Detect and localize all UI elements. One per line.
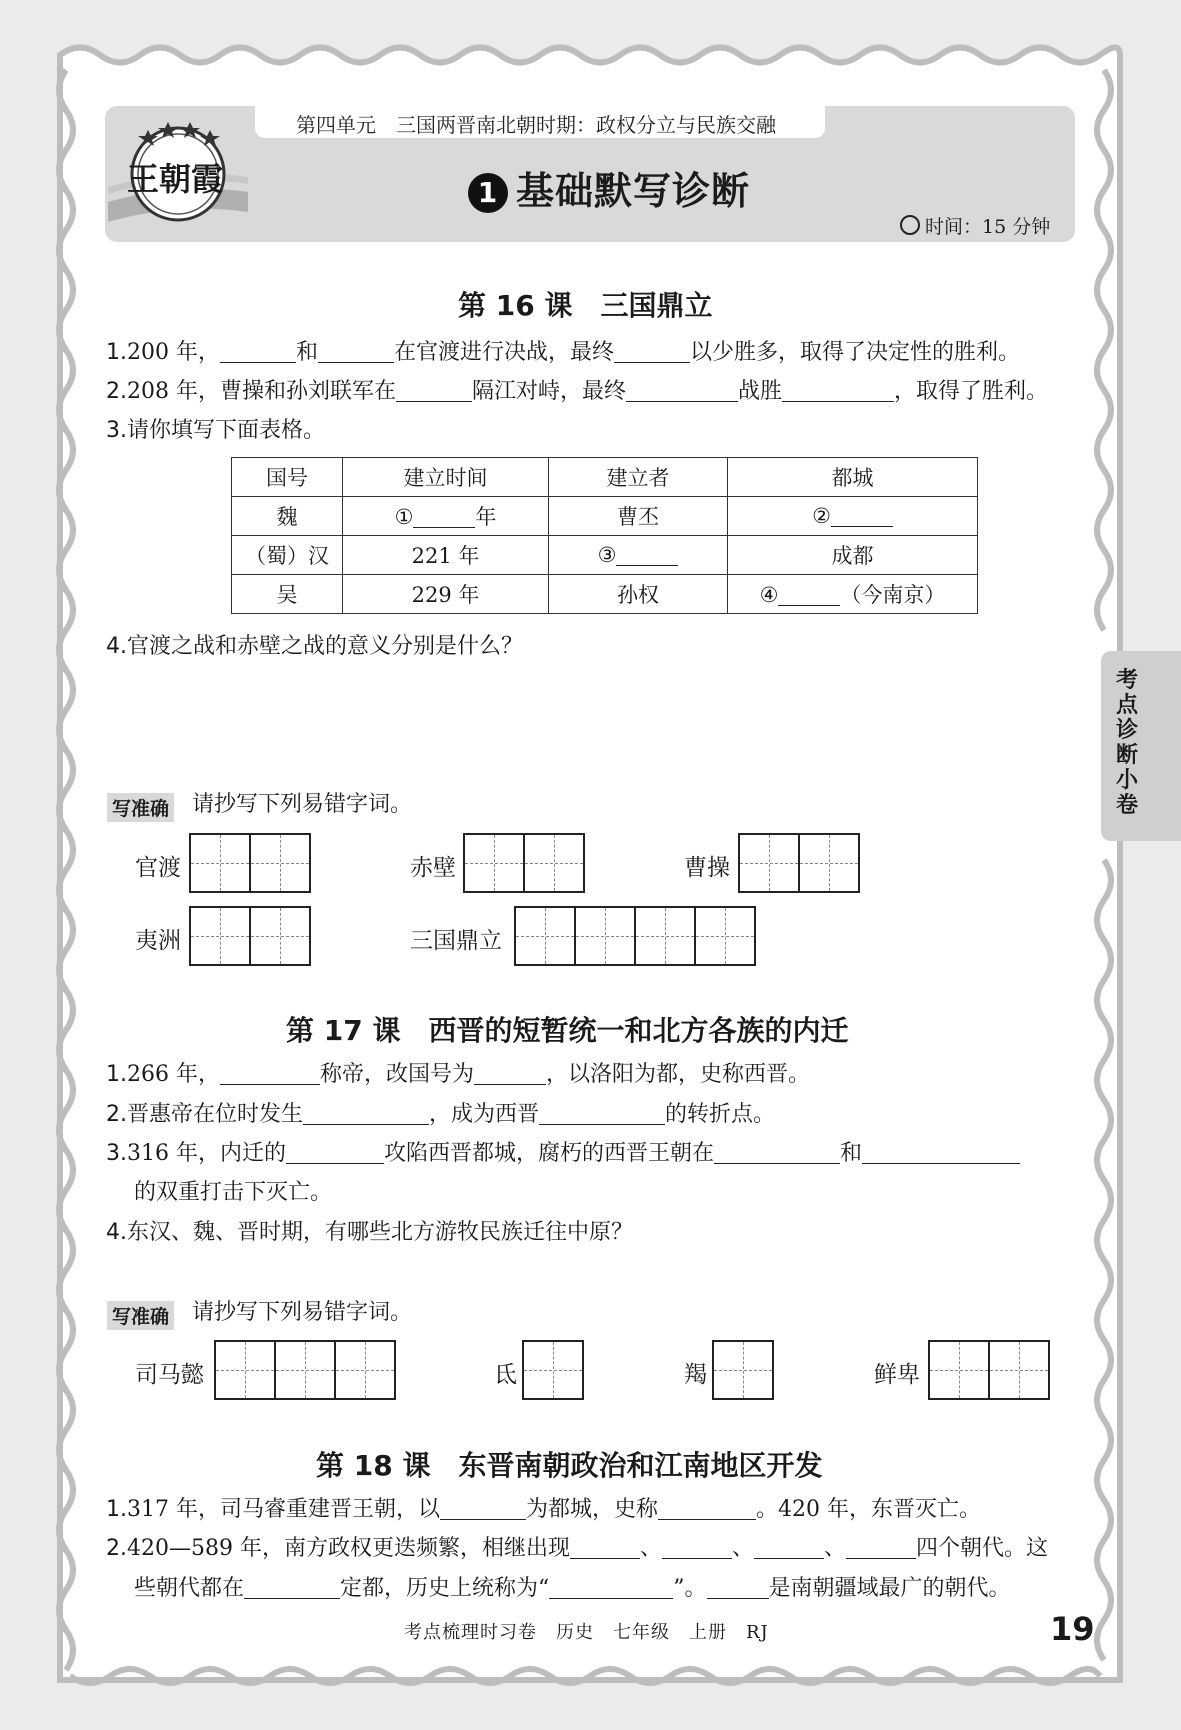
cell-text: 年 [475, 505, 497, 529]
answer-blank[interactable] [318, 342, 394, 363]
copy-word: 鲜卑 [874, 1362, 920, 1388]
footer-text: 考点梳理时习卷 历史 七年级 上册 RJ [404, 1622, 769, 1643]
circled-number: ④ [759, 583, 779, 607]
writing-grid[interactable] [463, 833, 585, 893]
answer-blank[interactable] [754, 1538, 824, 1559]
page-title [468, 160, 750, 215]
l18-question-2 [106, 1536, 1048, 1562]
q-text: 、 [824, 1536, 847, 1561]
table-header-row [232, 458, 978, 497]
writing-grid[interactable] [189, 906, 311, 966]
l16-question-2 [106, 379, 1048, 405]
q-number: 3. [106, 1141, 127, 1166]
lesson16-heading: 第 16 课 三国鼎立 [458, 289, 713, 322]
q-text: 称帝，改国号为 [320, 1062, 475, 1087]
time-text: 时间：15 分钟 [925, 216, 1051, 238]
table-cell: 成都 [728, 536, 978, 575]
side-tab [1101, 651, 1181, 841]
table-cell: 曹丕 [549, 497, 728, 536]
q-text: 317 年，司马睿重建晋王朝，以 [127, 1497, 440, 1522]
cell-text: （今南京） [840, 583, 946, 607]
q-text: 208 年，曹操和孙刘联军在 [127, 379, 396, 404]
answer-blank[interactable] [220, 342, 296, 363]
answer-blank[interactable] [286, 1143, 384, 1164]
copy-word: 夷洲 [135, 928, 181, 954]
answer-blank[interactable] [440, 1499, 526, 1520]
answer-blank[interactable] [778, 585, 840, 606]
copy-tag: 写准确 [107, 1301, 174, 1330]
q-text: 420—589 年，南方政权更迭频繁，相继出现 [127, 1536, 570, 1561]
table-row [232, 575, 978, 614]
q-number: 1. [106, 340, 127, 365]
copy-word: 氐 [494, 1362, 517, 1388]
q-number: 4. [106, 1220, 127, 1245]
q-text: 东汉、魏、晋时期，有哪些北方游牧民族迁往中原？ [127, 1220, 634, 1245]
table-cell: 孙权 [549, 575, 728, 614]
copy-word: 赤壁 [410, 855, 456, 881]
table-cell: 229 年 [343, 575, 549, 614]
l16-question-3 [106, 418, 325, 444]
answer-blank[interactable] [570, 1538, 640, 1559]
q-text: 316 年，内迁的 [127, 1141, 286, 1166]
q-text: 请你填写下面表格。 [127, 418, 326, 443]
q-text: ，取得了胜利。 [894, 379, 1049, 404]
copy-word: 羯 [684, 1362, 707, 1388]
answer-blank[interactable] [474, 1064, 546, 1085]
table-cell [728, 497, 978, 536]
q-text: 、 [639, 1536, 662, 1561]
table-cell [728, 575, 978, 614]
writing-grid[interactable] [214, 1340, 396, 1400]
clock-icon [900, 215, 920, 235]
q-text: 为都城，史称 [526, 1497, 659, 1522]
lesson17-heading: 第 17 课 西晋的短暂统一和北方各族的内迁 [286, 1014, 849, 1047]
l16-question-4 [106, 634, 523, 660]
q-text: 攻陷西晋都城，腐朽的西晋王朝在 [384, 1141, 715, 1166]
copy-tag: 写准确 [107, 793, 174, 822]
page-number: 19 [1050, 1610, 1095, 1648]
q-number: 2. [106, 1102, 127, 1127]
q-number: 1. [106, 1497, 127, 1522]
copy-word: 三国鼎立 [410, 928, 502, 954]
answer-blank[interactable] [707, 1578, 769, 1599]
copy-word: 官渡 [135, 855, 181, 881]
q-text: ，成为西晋 [429, 1102, 540, 1127]
writing-grid[interactable] [522, 1340, 584, 1400]
answer-blank[interactable] [831, 506, 893, 527]
table-cell [343, 497, 549, 536]
table-cell: 吴 [232, 575, 343, 614]
answer-blank[interactable] [244, 1578, 340, 1599]
lesson18-heading: 第 18 课 东晋南朝政治和江南地区开发 [316, 1449, 823, 1482]
writing-grid[interactable] [738, 833, 860, 893]
q-text: ”。 [673, 1576, 707, 1601]
answer-blank[interactable] [714, 1143, 840, 1164]
circled-number: ③ [597, 543, 617, 567]
copy-instruction: 请抄写下列易错字词。 [192, 792, 413, 817]
table-cell: （蜀）汉 [232, 536, 343, 575]
writing-grid[interactable] [928, 1340, 1050, 1400]
table-row [232, 497, 978, 536]
logo-text: 王朝霞 [127, 160, 224, 198]
l18-question-2-cont [134, 1576, 1011, 1602]
q-text: 266 年， [127, 1062, 220, 1087]
q-text: 是南朝疆域最广的朝代。 [768, 1576, 1011, 1601]
q-number: 3. [106, 418, 127, 443]
answer-blank[interactable] [662, 1538, 732, 1559]
answer-blank[interactable] [396, 381, 472, 402]
q-text: 的转折点。 [665, 1102, 776, 1127]
q-text: 和 [296, 340, 319, 365]
q-text: 隔江对峙，最终 [472, 379, 627, 404]
q-text: 200 年， [127, 340, 220, 365]
q-text: 战胜 [738, 379, 783, 404]
answer-blank[interactable] [549, 1578, 673, 1599]
l17-question-3-cont: 的双重打击下灭亡。 [134, 1180, 333, 1205]
title-text: 基础默写诊断 [516, 169, 751, 213]
answer-blank[interactable] [658, 1499, 756, 1520]
answer-blank[interactable] [862, 1143, 1020, 1164]
table-row [232, 536, 978, 575]
writing-grid[interactable] [514, 906, 756, 966]
side-tab-text: 考点诊断小卷 [1116, 668, 1139, 818]
table-cell: 221 年 [343, 536, 549, 575]
table-cell: 魏 [232, 497, 343, 536]
lesson16-table [231, 457, 978, 614]
l17-question-2 [106, 1102, 775, 1128]
l18-question-1 [106, 1497, 981, 1523]
table-cell [549, 536, 728, 575]
table-header: 建立时间 [343, 458, 549, 497]
unit-title: 第四单元 三国两晋南北朝时期：政权分立与民族交融 [296, 113, 776, 137]
copy-instruction: 请抄写下列易错字词。 [192, 1300, 413, 1325]
q-text: 四个朝代。这 [916, 1536, 1049, 1561]
copy-word: 司马懿 [135, 1362, 204, 1388]
q-text: ，以洛阳为都，史称西晋。 [546, 1062, 811, 1087]
answer-blank[interactable] [413, 507, 475, 528]
answer-blank[interactable] [846, 1538, 916, 1559]
q-text: 在官渡进行决战，最终 [394, 340, 615, 365]
table-header: 都城 [728, 458, 978, 497]
l16-question-1 [106, 340, 1020, 366]
q-text: 官渡之战和赤壁之战的意义分别是什么？ [127, 634, 524, 659]
q-text: 些朝代都在 [134, 1576, 245, 1601]
q-number: 2. [106, 1536, 127, 1561]
answer-blank[interactable] [614, 342, 690, 363]
q-text: 和 [840, 1141, 863, 1166]
writing-grid[interactable] [712, 1340, 774, 1400]
table-header: 建立者 [549, 458, 728, 497]
q-number: 1. [106, 1062, 127, 1087]
writing-grid[interactable] [189, 833, 311, 893]
answer-blank[interactable] [782, 381, 894, 402]
l17-question-3 [106, 1141, 1020, 1167]
answer-blank[interactable] [616, 545, 678, 566]
circled-number: ① [394, 505, 414, 529]
answer-blank[interactable] [220, 1064, 320, 1085]
q-text: 、 [732, 1536, 755, 1561]
table-header: 国号 [232, 458, 343, 497]
answer-blank[interactable] [626, 381, 738, 402]
l17-question-1 [106, 1062, 810, 1088]
q-text: 定都，历史上统称为“ [340, 1576, 550, 1601]
q-number: 2. [106, 379, 127, 404]
time-label [900, 212, 1050, 239]
title-number: 1 [468, 173, 508, 213]
q-text: 晋惠帝在位时发生 [127, 1102, 304, 1127]
copy-word: 曹操 [684, 855, 730, 881]
l17-question-4 [106, 1220, 633, 1246]
answer-blank[interactable] [539, 1104, 665, 1125]
q-text: 。420 年，东晋灭亡。 [756, 1497, 982, 1522]
q-text: 以少胜多，取得了决定性的胜利。 [690, 340, 1021, 365]
q-number: 4. [106, 634, 127, 659]
circled-number: ② [812, 504, 831, 528]
answer-blank[interactable] [303, 1104, 429, 1125]
